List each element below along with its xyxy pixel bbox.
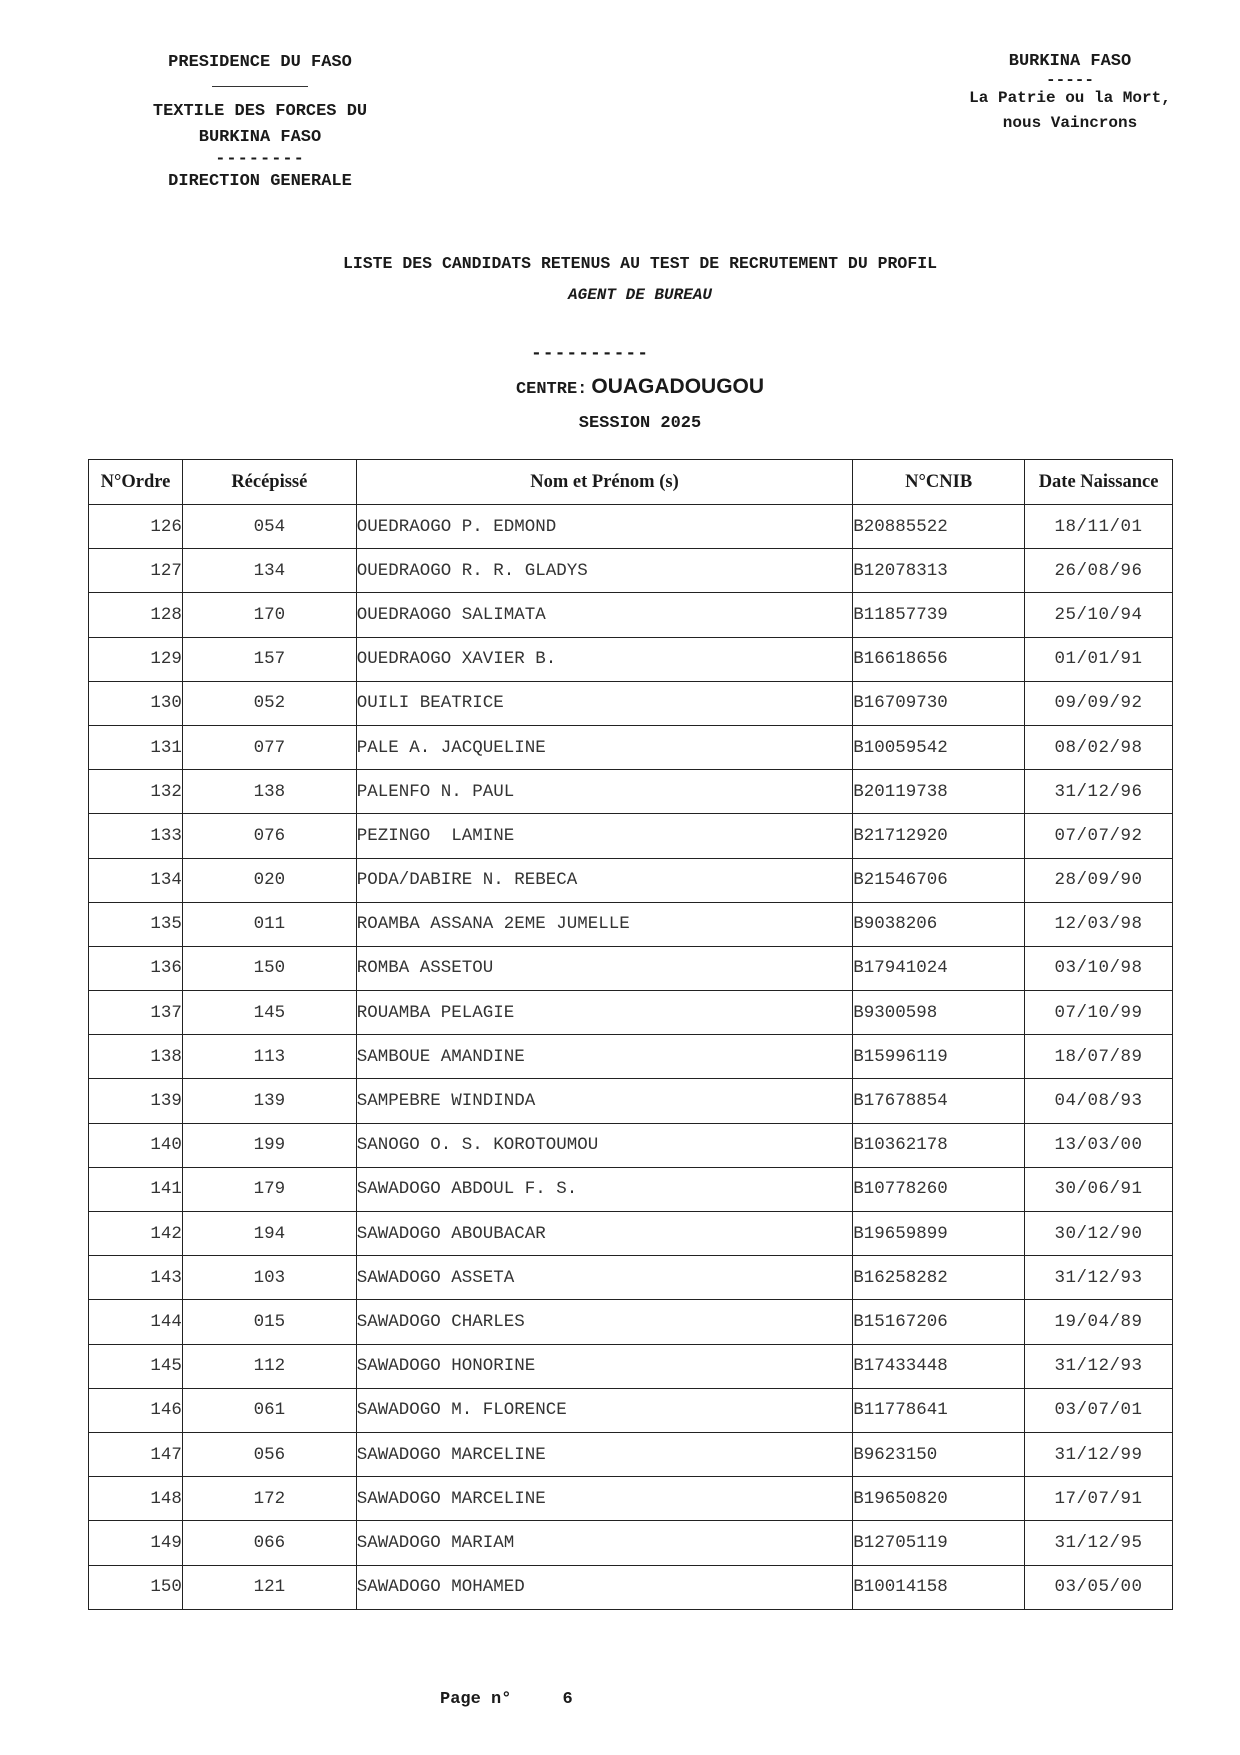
table-row [89,1167,1173,1211]
cell-ordre: 136 [89,946,183,990]
cell-cnib: B17941024 [853,946,1025,990]
cell-nom: SAWADOGO MARCELINE [356,1432,853,1476]
cell-date: 12/03/98 [1025,902,1173,946]
cell-ordre: 128 [89,593,183,637]
cell-date: 13/03/00 [1025,1123,1173,1167]
cell-ordre: 143 [89,1256,183,1300]
title-separator: ---------- [530,344,650,364]
cell-date: 31/12/93 [1025,1256,1173,1300]
cell-cnib: B21546706 [853,858,1025,902]
cell-date: 03/10/98 [1025,946,1173,990]
cell-date: 31/12/93 [1025,1344,1173,1388]
cell-ordre: 146 [89,1388,183,1432]
cell-date: 19/04/89 [1025,1300,1173,1344]
header-rule [212,86,308,87]
header-organisation-line1: TEXTILE DES FORCES DU [152,102,368,121]
cell-cnib: B11778641 [853,1388,1025,1432]
table-row [89,505,1173,549]
table-row [89,1256,1173,1300]
cell-cnib: B10778260 [853,1167,1025,1211]
cell-cnib: B9038206 [853,902,1025,946]
cell-nom: OUEDRAOGO SALIMATA [356,593,853,637]
cell-date: 04/08/93 [1025,1079,1173,1123]
cell-recepisse: 103 [182,1256,356,1300]
cell-nom: SAWADOGO ASSETA [356,1256,853,1300]
cell-ordre: 133 [89,814,183,858]
table-row [89,1300,1173,1344]
cell-date: 31/12/95 [1025,1521,1173,1565]
table-row [89,1565,1173,1609]
cell-date: 30/12/90 [1025,1212,1173,1256]
cell-recepisse: 145 [182,991,356,1035]
cell-recepisse: 061 [182,1388,356,1432]
cell-nom: SAWADOGO MARIAM [356,1521,853,1565]
table-row [89,549,1173,593]
cell-nom: PALE A. JACQUELINE [356,725,853,769]
cell-nom: ROAMBA ASSANA 2EME JUMELLE [356,902,853,946]
cell-ordre: 129 [89,637,183,681]
cell-ordre: 144 [89,1300,183,1344]
cell-ordre: 135 [89,902,183,946]
cell-ordre: 140 [89,1123,183,1167]
page-number: 6 [562,1690,573,1709]
cell-ordre: 130 [89,681,183,725]
cell-nom: ROMBA ASSETOU [356,946,853,990]
cell-recepisse: 139 [182,1079,356,1123]
page-footer [440,1690,740,1709]
cell-cnib: B12078313 [853,549,1025,593]
cell-cnib: B16618656 [853,637,1025,681]
table-row [89,681,1173,725]
cell-ordre: 137 [89,991,183,1035]
cell-cnib: B19659899 [853,1212,1025,1256]
cell-ordre: 148 [89,1477,183,1521]
page-label: Page n° [440,1690,512,1709]
table-row [89,1477,1173,1521]
document-title: LISTE DES CANDIDATS RETENUS AU TEST DE RECRUTEMENT DU PROFIL [342,254,938,273]
cell-cnib: B21712920 [853,814,1025,858]
cell-recepisse: 172 [182,1477,356,1521]
centre-line [400,375,880,399]
cell-recepisse: 113 [182,1035,356,1079]
table-row [89,725,1173,769]
cell-ordre: 134 [89,858,183,902]
cell-cnib: B17433448 [853,1344,1025,1388]
cell-recepisse: 015 [182,1300,356,1344]
cell-ordre: 126 [89,505,183,549]
header-organisation-line2: BURKINA FASO [198,128,322,147]
cell-date: 01/01/91 [1025,637,1173,681]
table-row [89,770,1173,814]
table-row [89,1344,1173,1388]
cell-ordre: 149 [89,1521,183,1565]
cell-ordre: 131 [89,725,183,769]
table-row [89,946,1173,990]
table-row [89,1123,1173,1167]
cell-date: 28/09/90 [1025,858,1173,902]
table-row [89,1521,1173,1565]
cell-recepisse: 066 [182,1521,356,1565]
cell-cnib: B10059542 [853,725,1025,769]
table-body [89,505,1173,1610]
session-label: SESSION 2025 [578,414,702,433]
header-right [940,50,1200,136]
cell-ordre: 127 [89,549,183,593]
header-direction: DIRECTION GENERALE [168,172,352,191]
table-row [89,1212,1173,1256]
column-header-nom: Nom et Prénom (s) [356,460,853,505]
cell-recepisse: 020 [182,858,356,902]
cell-ordre: 139 [89,1079,183,1123]
centre-value: OUAGADOUGOU [591,375,765,398]
cell-recepisse: 011 [182,902,356,946]
cell-date: 31/12/96 [1025,770,1173,814]
column-header-ordre: N°Ordre [89,460,183,505]
cell-recepisse: 077 [182,725,356,769]
cell-nom: PEZINGO LAMINE [356,814,853,858]
header-presidence: PRESIDENCE DU FASO [168,53,352,72]
cell-date: 03/07/01 [1025,1388,1173,1432]
cell-nom: ROUAMBA PELAGIE [356,991,853,1035]
table-header-row [89,460,1173,505]
cell-nom: SAWADOGO ABDOUL F. S. [356,1167,853,1211]
header-left [120,50,400,195]
cell-nom: PODA/DABIRE N. REBECA [356,858,853,902]
motto-line2: nous Vaincrons [1002,114,1138,132]
cell-recepisse: 170 [182,593,356,637]
motto-line1: La Patrie ou la Mort, [969,89,1171,107]
candidates-table [88,459,1173,1610]
cell-date: 07/10/99 [1025,991,1173,1035]
cell-cnib: B15996119 [853,1035,1025,1079]
cell-cnib: B15167206 [853,1300,1025,1344]
cell-cnib: B17678854 [853,1079,1025,1123]
table-row [89,593,1173,637]
cell-recepisse: 052 [182,681,356,725]
cell-nom: OUILI BEATRICE [356,681,853,725]
cell-date: 07/07/92 [1025,814,1173,858]
cell-cnib: B9300598 [853,991,1025,1035]
table-row [89,637,1173,681]
table-row [89,1388,1173,1432]
header-dashes: -------- [215,150,305,169]
column-header-date: Date Naissance [1025,460,1173,505]
cell-cnib: B12705119 [853,1521,1025,1565]
cell-ordre: 142 [89,1212,183,1256]
cell-ordre: 138 [89,1035,183,1079]
cell-date: 08/02/98 [1025,725,1173,769]
column-header-recepisse: Récépissé [182,460,356,505]
cell-date: 18/07/89 [1025,1035,1173,1079]
cell-date: 30/06/91 [1025,1167,1173,1211]
cell-nom: SAWADOGO MARCELINE [356,1477,853,1521]
cell-cnib: B16709730 [853,681,1025,725]
cell-nom: SANOGO O. S. KOROTOUMOU [356,1123,853,1167]
cell-ordre: 141 [89,1167,183,1211]
cell-ordre: 150 [89,1565,183,1609]
cell-nom: SAMBOUE AMANDINE [356,1035,853,1079]
table-row [89,858,1173,902]
header-right-dashes: ----- [1045,71,1094,89]
cell-date: 25/10/94 [1025,593,1173,637]
cell-nom: SAMPEBRE WINDINDA [356,1079,853,1123]
cell-nom: OUEDRAOGO P. EDMOND [356,505,853,549]
cell-ordre: 145 [89,1344,183,1388]
cell-cnib: B9623150 [853,1432,1025,1476]
cell-nom: SAWADOGO ABOUBACAR [356,1212,853,1256]
table-row [89,902,1173,946]
cell-date: 09/09/92 [1025,681,1173,725]
cell-cnib: B20885522 [853,505,1025,549]
cell-cnib: B16258282 [853,1256,1025,1300]
header-country: BURKINA FASO [1008,52,1132,71]
cell-recepisse: 112 [182,1344,356,1388]
cell-recepisse: 150 [182,946,356,990]
table-row [89,814,1173,858]
cell-recepisse: 121 [182,1565,356,1609]
cell-cnib: B10362178 [853,1123,1025,1167]
cell-date: 18/11/01 [1025,505,1173,549]
cell-date: 17/07/91 [1025,1477,1173,1521]
cell-recepisse: 199 [182,1123,356,1167]
cell-recepisse: 157 [182,637,356,681]
table-row [89,1432,1173,1476]
cell-cnib: B10014158 [853,1565,1025,1609]
cell-nom: SAWADOGO HONORINE [356,1344,853,1388]
cell-recepisse: 179 [182,1167,356,1211]
cell-recepisse: 138 [182,770,356,814]
cell-nom: PALENFO N. PAUL [356,770,853,814]
cell-cnib: B11857739 [853,593,1025,637]
column-header-cnib: N°CNIB [853,460,1025,505]
cell-date: 31/12/99 [1025,1432,1173,1476]
centre-label: CENTRE: [515,380,588,399]
cell-nom: SAWADOGO MOHAMED [356,1565,853,1609]
cell-ordre: 132 [89,770,183,814]
cell-nom: OUEDRAOGO R. R. GLADYS [356,549,853,593]
cell-recepisse: 134 [182,549,356,593]
document-profile: AGENT DE BUREAU [567,286,713,304]
table-row [89,1035,1173,1079]
cell-recepisse: 054 [182,505,356,549]
table-row [89,991,1173,1035]
cell-date: 26/08/96 [1025,549,1173,593]
cell-nom: OUEDRAOGO XAVIER B. [356,637,853,681]
cell-cnib: B20119738 [853,770,1025,814]
cell-recepisse: 076 [182,814,356,858]
cell-nom: SAWADOGO M. FLORENCE [356,1388,853,1432]
cell-recepisse: 194 [182,1212,356,1256]
cell-date: 03/05/00 [1025,1565,1173,1609]
table-row [89,1079,1173,1123]
cell-ordre: 147 [89,1432,183,1476]
cell-cnib: B19650820 [853,1477,1025,1521]
cell-nom: SAWADOGO CHARLES [356,1300,853,1344]
cell-recepisse: 056 [182,1432,356,1476]
